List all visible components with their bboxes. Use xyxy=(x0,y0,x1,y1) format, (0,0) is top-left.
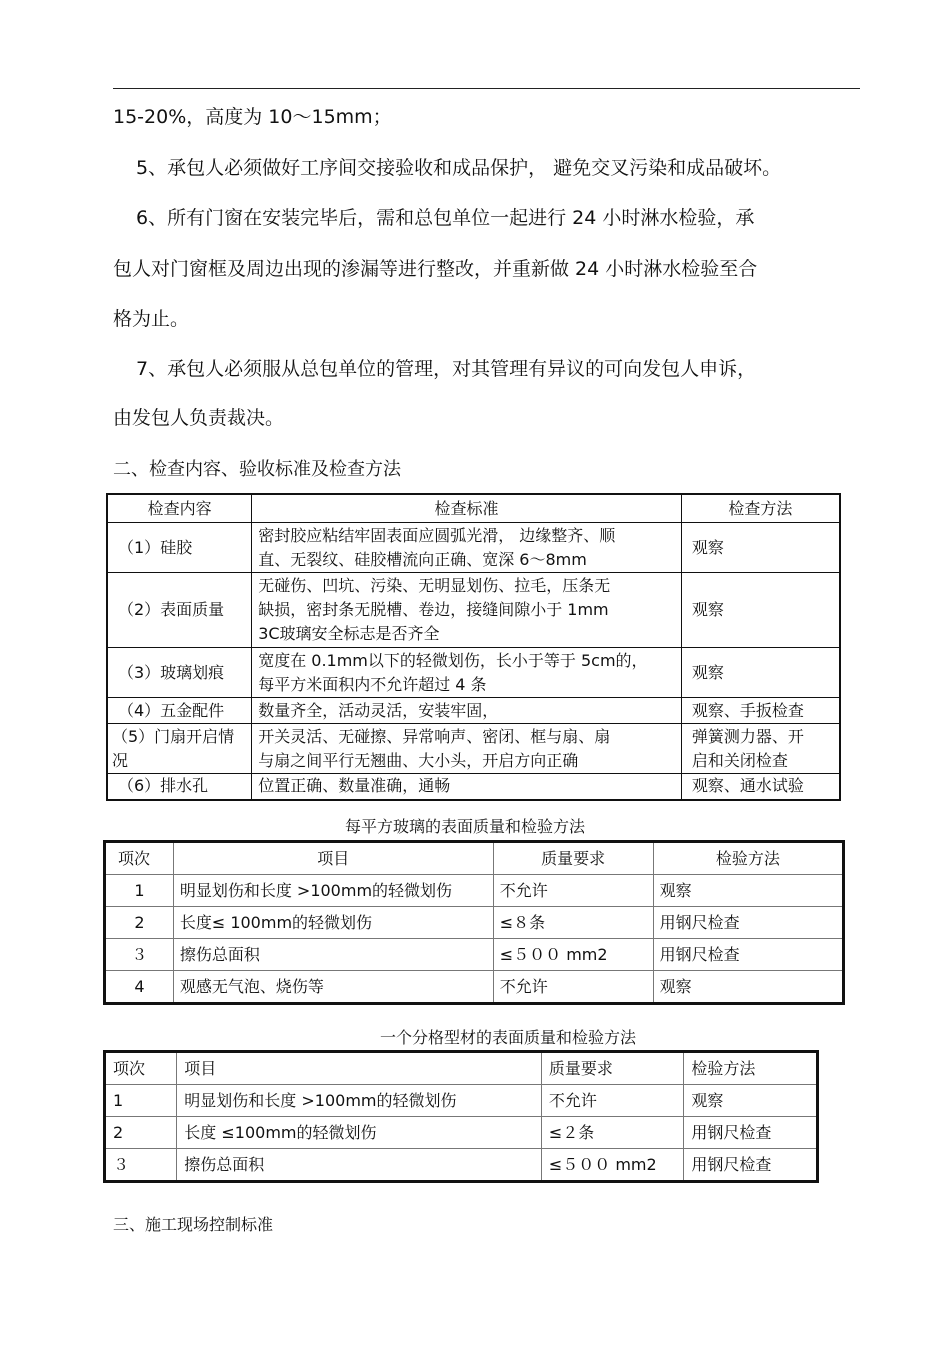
standard-cell xyxy=(252,573,682,648)
table-row xyxy=(105,939,844,971)
section-heading: 三、施工现场控制标准 xyxy=(113,1215,274,1234)
item-cell: （5）门扇开启情况 xyxy=(107,724,252,774)
header-cell: 项次 xyxy=(105,842,174,875)
cell-line: 开关灵活、无碰擦、异常响声、密闭、框与扇、扇 xyxy=(258,726,611,746)
paragraph: 包人对门窗框及周边出现的渗漏等进行整改，并重新做 24 小时淋水检验至合 xyxy=(113,258,758,280)
method-cell: 观察 xyxy=(681,523,840,573)
cell: 长度 ≤100mm的轻微划伤 xyxy=(177,1117,542,1149)
cell: 观察 xyxy=(653,875,843,907)
header-rule xyxy=(113,88,860,89)
table-row xyxy=(105,1085,818,1117)
cell: 擦伤总面积 xyxy=(173,939,493,971)
cell: 不允许 xyxy=(541,1085,684,1117)
cell: 用钢尺检查 xyxy=(653,907,843,939)
table-row xyxy=(107,724,840,774)
standard-cell xyxy=(252,523,682,573)
header-cell: 检验方法 xyxy=(684,1052,818,1085)
standard-cell xyxy=(252,648,682,698)
cell-line: 弹簧测力器、开 xyxy=(691,726,804,746)
header-cell: 项目 xyxy=(177,1052,542,1085)
method-cell: 观察、通水试验 xyxy=(681,774,840,800)
cell: 擦伤总面积 xyxy=(177,1149,542,1182)
cell: 明显划伤和长度 >100mm的轻微划伤 xyxy=(173,875,493,907)
cell-line: 直、无裂纹、硅胶槽流向正确、宽深 6～8mm xyxy=(258,549,587,569)
cell: ≤８条 xyxy=(493,907,653,939)
header-cell: 检查内容 xyxy=(107,494,252,523)
paragraph: 由发包人负责裁决。 xyxy=(113,407,285,429)
profile-quality-table xyxy=(103,1050,819,1183)
cell: 2 xyxy=(105,1117,177,1149)
cell: 不允许 xyxy=(493,971,653,1004)
cell-line: 启和关闭检查 xyxy=(691,750,788,770)
section-heading: 二、检查内容、验收标准及检查方法 xyxy=(113,459,401,480)
header-cell: 检查标准 xyxy=(252,494,682,523)
paragraph: 5、承包人必须做好工序间交接验收和成品保护， 避免交叉污染和成品破坏。 xyxy=(136,157,782,179)
table-caption: 一个分格型材的表面质量和检验方法 xyxy=(380,1028,637,1047)
table-row xyxy=(107,523,840,573)
table-row xyxy=(105,971,844,1004)
cell: 1 xyxy=(105,875,174,907)
paragraph: 15-20%，高度为 10～15mm； xyxy=(113,106,392,128)
table-header-row xyxy=(105,842,844,875)
table-header-row xyxy=(105,1052,818,1085)
paragraph: 7、承包人必须服从总包单位的管理，对其管理有异议的可向发包人申诉， xyxy=(136,358,757,380)
glass-quality-table xyxy=(103,840,845,1005)
table-row xyxy=(107,648,840,698)
table-row xyxy=(107,698,840,724)
standard-cell: 数量齐全，活动灵活，安装牢固， xyxy=(252,698,682,724)
method-cell: 观察、手扳检查 xyxy=(681,698,840,724)
paragraph: 格为止。 xyxy=(113,308,190,330)
standard-cell: 位置正确、数量准确，通畅 xyxy=(252,774,682,800)
cell: 4 xyxy=(105,971,174,1004)
cell: 用钢尺检查 xyxy=(684,1117,818,1149)
item-cell: （3）玻璃划痕 xyxy=(107,648,252,698)
table-caption: 每平方玻璃的表面质量和检验方法 xyxy=(345,817,586,836)
cell: 用钢尺检查 xyxy=(684,1149,818,1182)
cell: ３ xyxy=(105,939,174,971)
cell-line: 缺损，密封条无脱槽、卷边，接缝间隙小于 1mm xyxy=(258,600,609,619)
header-cell: 检查方法 xyxy=(681,494,840,523)
inspection-table xyxy=(106,493,841,801)
item-cell: （2）表面质量 xyxy=(107,573,252,648)
cell: 不允许 xyxy=(493,875,653,907)
method-cell xyxy=(681,724,840,774)
cell: 2 xyxy=(105,907,174,939)
cell-line: 与扇之间平行无翘曲、大小头，开启方向正确 xyxy=(258,750,579,770)
cell: 长度≤ 100mm的轻微划伤 xyxy=(173,907,493,939)
item-cell: （4）五金配件 xyxy=(107,698,252,724)
cell-line: 每平方米面积内不允许超过 4 条 xyxy=(258,674,487,694)
method-cell: 观察 xyxy=(681,573,840,648)
cell: ≤２条 xyxy=(541,1117,684,1149)
header-cell: 质量要求 xyxy=(541,1052,684,1085)
method-cell: 观察 xyxy=(681,648,840,698)
cell: ≤５００ mm2 xyxy=(493,939,653,971)
table-row xyxy=(107,774,840,800)
table-row xyxy=(105,875,844,907)
cell: ≤５００ mm2 xyxy=(541,1149,684,1182)
table-row xyxy=(105,1117,818,1149)
table-header-row xyxy=(107,494,840,523)
paragraph: 6、所有门窗在安装完毕后，需和总包单位一起进行 24 小时淋水检验，承 xyxy=(136,207,755,229)
cell-line: 3C玻璃安全标志是否齐全 xyxy=(258,624,440,643)
cell-line: 无碰伤、凹坑、污染、无明显划伤、拉毛，压条无 xyxy=(258,576,611,595)
cell: 观察 xyxy=(653,971,843,1004)
cell: 观察 xyxy=(684,1085,818,1117)
cell: 观感无气泡、烧伤等 xyxy=(173,971,493,1004)
cell: 用钢尺检查 xyxy=(653,939,843,971)
cell-line: 密封胶应粘结牢固表面应圆弧光滑， 边缘整齐、顺 xyxy=(258,525,616,545)
cell: 明显划伤和长度 >100mm的轻微划伤 xyxy=(177,1085,542,1117)
header-cell: 质量要求 xyxy=(493,842,653,875)
cell-line: 宽度在 0.1mm以下的轻微划伤，长小于等于 5cm的， xyxy=(258,650,648,670)
cell: ３ xyxy=(105,1149,177,1182)
table-row xyxy=(105,1149,818,1182)
item-cell: （1）硅胶 xyxy=(107,523,252,573)
item-cell: （6）排水孔 xyxy=(107,774,252,800)
table-row xyxy=(107,573,840,648)
table-row xyxy=(105,907,844,939)
header-cell: 检验方法 xyxy=(653,842,843,875)
cell: 1 xyxy=(105,1085,177,1117)
header-cell: 项目 xyxy=(173,842,493,875)
header-cell: 项次 xyxy=(105,1052,177,1085)
standard-cell xyxy=(252,724,682,774)
